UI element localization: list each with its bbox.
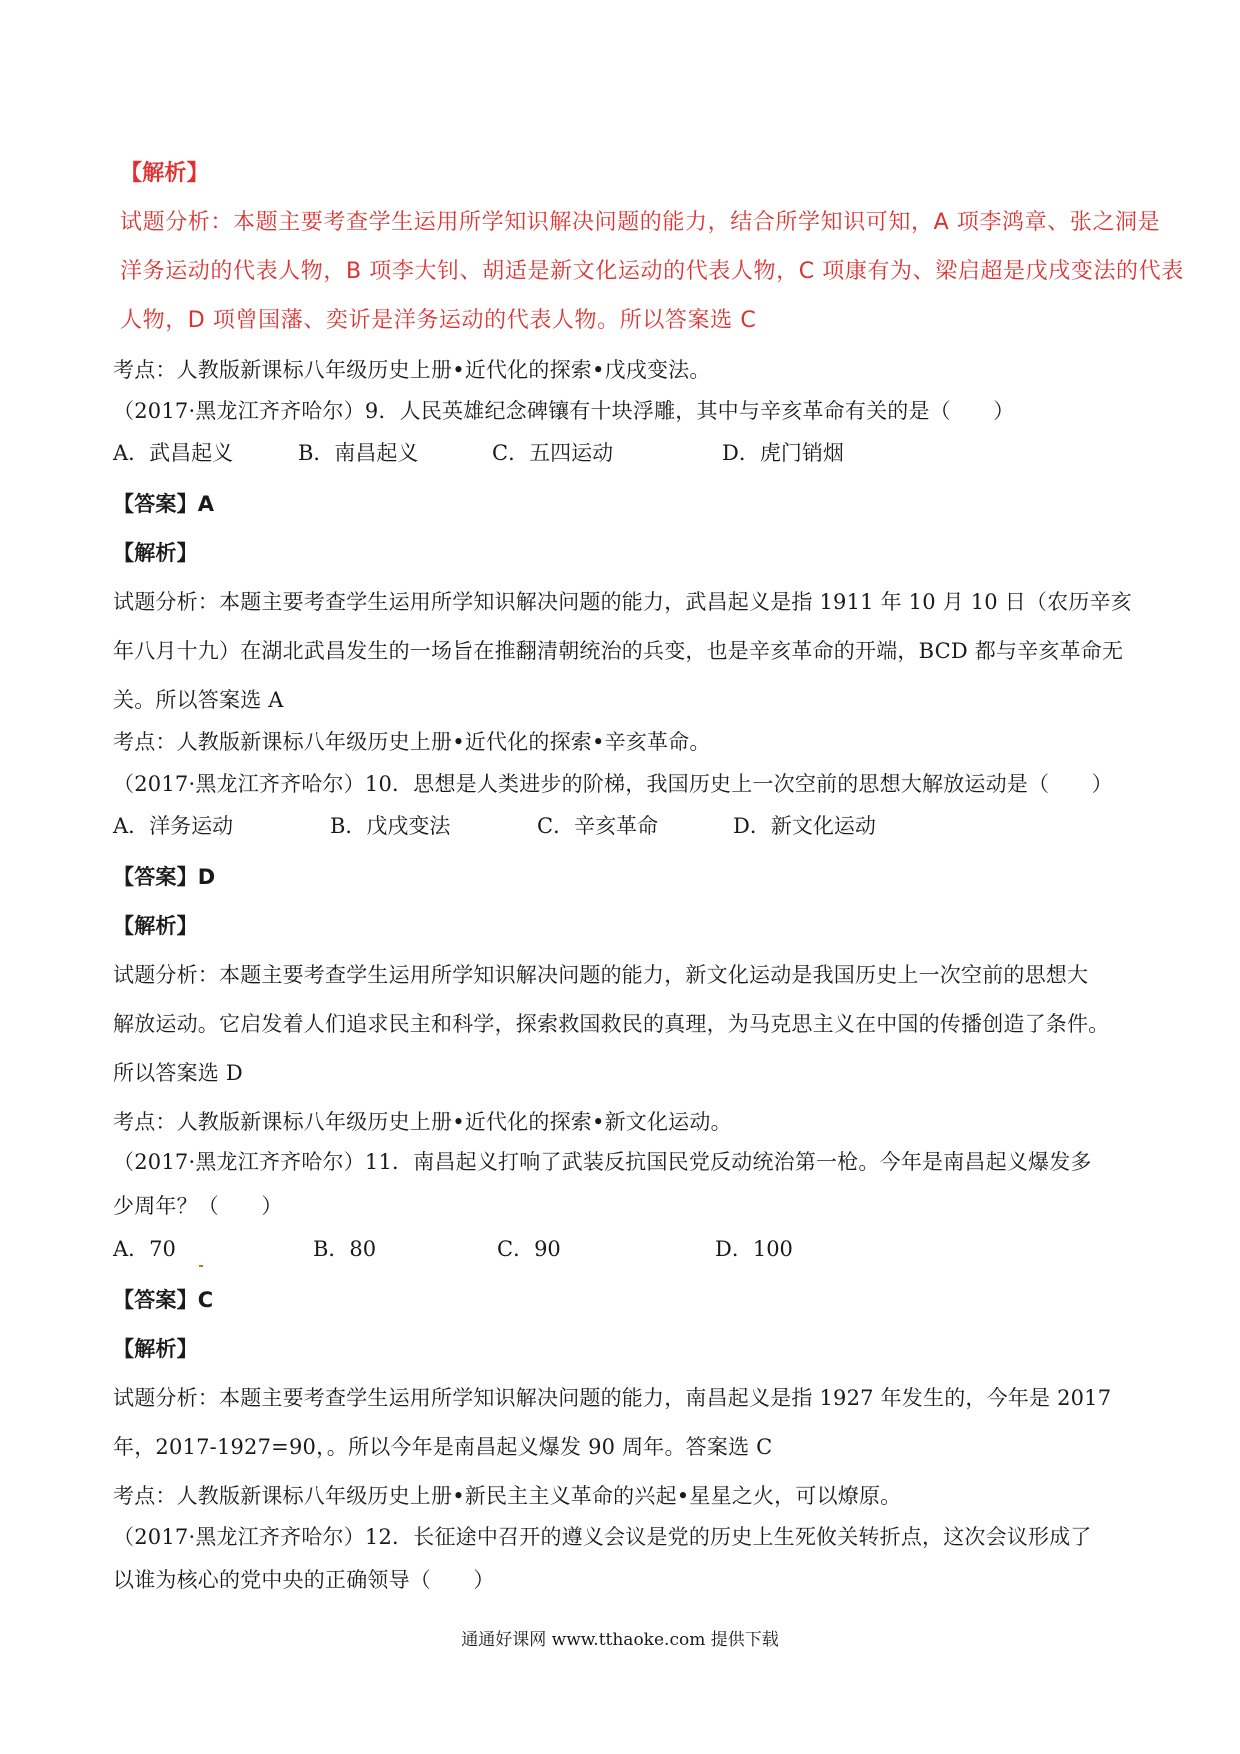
q9-analysis-heading: 【解析】 [113, 541, 198, 565]
page-footer: 通通好课网 www.tthaoke.com 提供下载 [461, 1630, 779, 1650]
analysis-text-line: 人物，D 项曾国藩、奕䜣是洋务运动的代表人物。所以答案选 C [120, 308, 757, 333]
q9-option-b: B．南昌起义 [298, 441, 419, 465]
q9-option-d: D．虎门销烟 [722, 441, 844, 465]
q10-option-b: B．戊戌变法 [330, 814, 451, 838]
q9-option-a: A．武昌起义 [113, 441, 234, 465]
q10-analysis-line: 试题分析：本题主要考查学生运用所学知识解决问题的能力，新文化运动是我国历史上一次空前的思想大 [113, 963, 1089, 987]
analysis-heading: 【解析】 [120, 161, 209, 186]
q10-option-d: D．新文化运动 [733, 814, 876, 838]
question-11-line: 少周年？（ ） [113, 1194, 283, 1218]
question-11-line: （2017·黑龙江齐齐哈尔）11．南昌起义打响了武装反抗国民党反动统治第一枪。今年是南昌起义爆发多 [113, 1150, 1092, 1174]
analysis-text-line: 洋务运动的代表人物，B 项李大钊、胡适是新文化运动的代表人物，C 项康有为、梁启超是戊戌变法的代表 [120, 259, 1184, 284]
q9-kaodian: 考点：人教版新课标八年级历史上册•近代化的探索•辛亥革命。 [113, 730, 711, 754]
q11-kaodian: 考点：人教版新课标八年级历史上册•新民主主义革命的兴起•星星之火，可以燎原。 [113, 1484, 902, 1508]
q10-analysis-line: 解放运动。它启发着人们追求民主和科学，探索救国救民的真理，为马克思主义在中国的传播创造了条件。 [113, 1012, 1110, 1036]
q10-option-a: A．洋务运动 [113, 814, 234, 838]
q10-kaodian: 考点：人教版新课标八年级历史上册•近代化的探索•新文化运动。 [113, 1110, 732, 1134]
q9-analysis-line: 关。所以答案选 A [113, 688, 284, 712]
q11-option-d: D．100 [715, 1237, 793, 1261]
question-12-line: （2017·黑龙江齐齐哈尔）12．长征途中召开的遵义会议是党的历史上生死攸关转折点，这次会议形成了 [113, 1525, 1092, 1549]
q11-option-c: C．90 [497, 1237, 561, 1261]
q11-answer: 【答案】C [113, 1288, 214, 1312]
kaodian-line: 考点：人教版新课标八年级历史上册•近代化的探索•戊戌变法。 [113, 358, 711, 382]
q10-analysis-heading: 【解析】 [113, 914, 198, 938]
q9-analysis-line: 年八月十九）在湖北武昌发生的一场旨在推翻清朝统治的兵变，也是辛亥革命的开端，BCD 都与辛亥革命无 [113, 639, 1124, 663]
q9-option-c: C．五四运动 [492, 441, 614, 465]
question-9: （2017·黑龙江齐齐哈尔）9．人民英雄纪念碑镶有十块浮雕，其中与辛亥革命有关的是（ ） [113, 399, 1015, 423]
q10-answer: 【答案】D [113, 865, 216, 889]
question-12-line: 以谁为核心的党中央的正确领导（ ） [113, 1568, 495, 1592]
q11-analysis-line: 年，2017-1927=90，。所以今年是南昌起义爆发 90 周年。答案选 C [113, 1435, 773, 1459]
stray-mark [199, 1265, 203, 1267]
q9-answer: 【答案】A [113, 492, 215, 516]
q11-option-a: A．70 [113, 1237, 176, 1261]
q11-option-b: B．80 [313, 1237, 377, 1261]
q9-analysis-line: 试题分析：本题主要考查学生运用所学知识解决问题的能力，武昌起义是指 1911 年 10 月 10 日（农历辛亥 [113, 590, 1132, 614]
question-10: （2017·黑龙江齐齐哈尔）10．思想是人类进步的阶梯，我国历史上一次空前的思想大解放运动是（ ） [113, 772, 1113, 796]
q11-analysis-line: 试题分析：本题主要考查学生运用所学知识解决问题的能力，南昌起义是指 1927 年发生的，今年是 2017 [113, 1386, 1112, 1410]
analysis-text-line: 试题分析：本题主要考查学生运用所学知识解决问题的能力，结合所学知识可知，A 项李鸿章、张之洞是 [120, 210, 1161, 235]
q11-analysis-heading: 【解析】 [113, 1337, 198, 1361]
q10-analysis-line: 所以答案选 D [113, 1061, 243, 1085]
q10-option-c: C．辛亥革命 [537, 814, 659, 838]
